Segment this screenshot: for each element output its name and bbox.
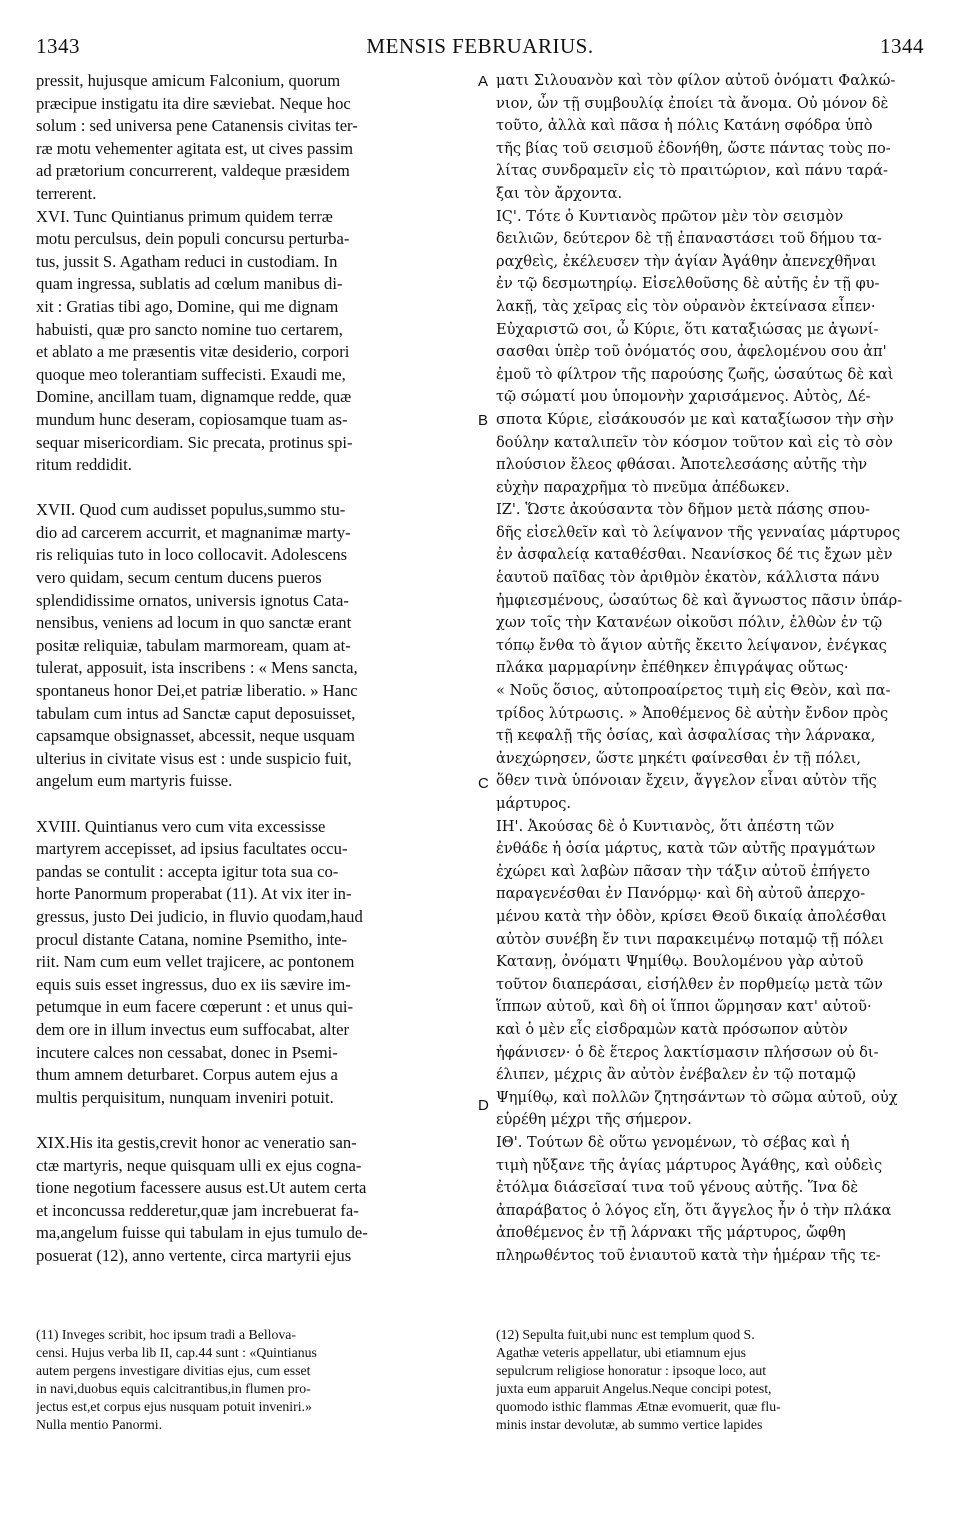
greek-text-line: ἀπαράβατος ὁ λόγος εἴη, ὅτι ἄγγελος ἦν ὁ τὴν πλάκα xyxy=(496,1201,892,1219)
greek-text-line: νιον, ὧν τῇ συμβουλίᾳ ἐποίει τὰ ἄνομα. Οὐ μόνον δὲ xyxy=(496,94,889,112)
greek-text-line: ΙΘ'. Τούτων δὲ οὕτω γενομένων, τὸ σέβας καὶ ἡ xyxy=(496,1133,850,1151)
latin-text-line xyxy=(36,793,474,816)
latin-text-line: terrerent. xyxy=(36,183,97,203)
footnote-line: in navi,duobus equis calcitrantibus,in flumen pro- xyxy=(36,1381,311,1396)
latin-text-line: angelum eum martyris fuisse. xyxy=(36,771,233,791)
latin-text-line: tione negotium facessere ausus est.Ut autem certa xyxy=(36,1178,367,1198)
greek-text-line: ἀνεχώρησεν, ὥστε μηκέτι φαίνεσθαι ἐν τῇ πόλει, xyxy=(496,749,862,767)
greek-text-line: ἠφάνισεν· ὁ δὲ ἕτερος λακτίσμασιν πλήσσων οὐ δι- xyxy=(496,1043,879,1061)
latin-text-line: ulterius in civitate visus est : unde suspicio fuit, xyxy=(36,748,352,768)
greek-text-line: δειλιῶν, δεύτερον δὲ τῇ ἐπαναστάσει τοῦ δήμου τα- xyxy=(496,230,882,248)
latin-text-line: habuisti, quæ pro sancto nomine tuo certarem, xyxy=(36,319,343,339)
latin-column xyxy=(36,70,474,1320)
greek-text-line: τῷ σώματί μου ὑπομονὴν χαρισάμενος. Αὐτὸς, Δέ- xyxy=(496,388,871,406)
greek-text-line: χων τοῖς τὴν Κατανέων οἰκοῦσι πόλιν, ἐλθὼν ἐν τῷ xyxy=(496,614,883,632)
footnote-line: quomodo isthic flammas Ætnæ evomuerit, quæ flu- xyxy=(496,1399,781,1414)
latin-text-line: spontaneus honor Dei,et patriæ liberatio. » Hanc xyxy=(36,681,358,701)
latin-text-line: ritum reddidit. xyxy=(36,455,132,475)
latin-text-line: vero quidam, secum centum ducens pueros xyxy=(36,568,322,588)
latin-text-line: capsamque obsignasset, abcessit, neque usquam xyxy=(36,726,355,746)
greek-text-line: ΙϚ'. Τότε ὁ Κυντιανὸς πρῶτον μὲν τὸν σεισμὸν xyxy=(496,207,844,225)
latin-text-line xyxy=(36,477,474,500)
latin-text-line: ma,angelum fuisse qui tabulam in ejus tumulo de- xyxy=(36,1223,368,1243)
latin-text-line: horte Panormum properabat (11). At vix iter in- xyxy=(36,884,352,904)
footnote-line: Agathæ veteris appellatur, ubi etiamnum ejus xyxy=(496,1345,747,1360)
page-header xyxy=(36,34,924,64)
footnote-line: (12) Sepulta fuit,ubi nunc est templum quod S. xyxy=(496,1327,755,1342)
greek-text-line: Εὐχαριστῶ σοι, ὦ Κύριε, ὅτι καταξιώσας με ἀγωνί- xyxy=(496,320,879,338)
greek-column xyxy=(496,70,928,1320)
footnote-line: juxta eum apparuit Angelus.Neque concipi potest, xyxy=(496,1381,772,1396)
greek-text-line: ματι Σιλουανὸν καὶ τὸν φίλον αὐτοῦ ὀνόματι Φαλκώ- xyxy=(496,72,896,89)
greek-text-line: λακῇ, τὰς χεῖρας εἰς τὸν οὐρανὸν ἐκτείνασα εἶπεν· xyxy=(496,297,876,315)
greek-text-line: ἑαυτοῦ παῖδας τὸν ἀριθμὸν ἑκατὸν, κάλλιστα πάνυ xyxy=(496,569,880,587)
latin-text-line: pressit, hujusque amicum Falconium, quorum xyxy=(36,71,341,90)
greek-text-line: μένου κατὰ τὴν ὁδὸν, κρίσει Θεοῦ δικαίᾳ ἀπολέσθαι xyxy=(496,907,887,925)
latin-text-line: præcipue instigatu ita dire sæviebat. Neque hoc xyxy=(36,93,351,113)
latin-text-line: solum : sed universa pene Catanensis civitas ter- xyxy=(36,116,358,136)
greek-text-line: ἐτόλμα διάσεῖσαί τινα τοῦ γένους αὐτῆς. Ἵνα δὲ xyxy=(496,1179,859,1197)
latin-text-line: ad prætorium concurrerent, valdeque præsidem xyxy=(36,161,350,181)
latin-text-line: quam ingressa, sublatis ad cœlum manibus di- xyxy=(36,274,343,294)
latin-text-line: Domine, ancillam tuam, dignamque redde, quæ xyxy=(36,387,352,407)
greek-text-line: παραγενέσθαι ἐν Πανόρμῳ· καὶ δὴ αὐτοῦ ἀπερχο- xyxy=(496,885,866,903)
latin-text-line: ris reliquias tuto in loco collocavit. Adolescens xyxy=(36,545,348,565)
footnote-left xyxy=(36,1326,474,1526)
greek-text-line: τοῦτο, ἀλλὰ καὶ πᾶσα ἡ πόλις Κατάνη σφόδρα ὑπὸ xyxy=(496,117,873,135)
footnote-line: (11) Inveges scribit, hoc ipsum tradi a Bellova- xyxy=(36,1327,297,1342)
greek-text-line: πλάκα μαρμαρίνην ἐπέθηκεν ἐπιγράψας οὕτως· xyxy=(496,659,849,677)
latin-text-line: nensibus, veniens ad locum in quo sanctæ erant xyxy=(36,613,352,633)
latin-text-line: ctæ martyris, neque quisquam ulli ex ejus cogna- xyxy=(36,1155,362,1175)
greek-text-line: τῆς βίας τοῦ σεισμοῦ ἐδονήθη, ὥστε πάντας τοὺς πο- xyxy=(496,139,891,157)
greek-text-line: ὅθεν τινὰ ὑπόνοιαν ἔχειν, ἄγγελον εἶναι αὐτὸν τῆς xyxy=(496,772,877,790)
margin-letter-d: D xyxy=(478,1097,489,1114)
greek-text-line: αὐτὸν συνέβη ἔν τινι παρακειμένῳ ποταμῷ τῇ πόλει xyxy=(496,930,884,948)
footnote-line: jectus est,et corpus ejus nusquam potuit inveniri.» xyxy=(36,1399,312,1414)
latin-text-line: equis suis esset ingressus, duo ex iis sævire im- xyxy=(36,974,351,994)
latin-text-line: dem ore in illum invectus eum suffocabat, alter xyxy=(36,1019,350,1039)
latin-text-line: et inconcussa redderetur,quæ jam increbuerat fa- xyxy=(36,1200,359,1220)
greek-text-line: μάρτυρος. xyxy=(496,795,572,812)
latin-text-line: dio ad carcerem accurrit, et magnanimæ marty- xyxy=(36,522,351,542)
greek-text-line: ἐν ἀσφαλείᾳ καταθέσθαι. Νεανίσκος δέ τις ἔχων μὲν xyxy=(496,546,893,564)
latin-text-line: incutere calces non cessabat, donec in Psemi- xyxy=(36,1042,338,1062)
latin-text-line: XVIII. Quintianus vero cum vita excessisse xyxy=(36,816,326,836)
running-title: MENSIS FEBRUARIUS. xyxy=(366,34,594,58)
margin-letter-c: C xyxy=(478,775,489,792)
latin-text-line: xit : Gratias tibi ago, Domine, qui me dignam xyxy=(36,296,339,316)
greek-text-line: ἠμφιεσμένους, ὡσαύτως δὲ καὶ ἄγνωστος πᾶσιν ὑπάρ- xyxy=(496,591,903,609)
latin-text-line: ræ motu vehementer agitata est, ut cives passim xyxy=(36,138,354,158)
greek-text-line: ξαι τὸν ἄρχοντα. xyxy=(496,184,623,202)
greek-text-line: ΙΗ'. Ἀκούσας δὲ ὁ Κυντιανὸς, ὅτι ἀπέστη τῶν xyxy=(496,817,835,835)
latin-text-line: tabulam cum intus ad Sanctæ caput deposuisset, xyxy=(36,703,356,723)
greek-text-line: « Νοῦς ὅσιος, αὐτοπροαίρετος τιμὴ εἰς Θεὸν, καὶ πα- xyxy=(496,682,891,700)
latin-text-line: petumque in eum facere cœperunt : et unus qui- xyxy=(36,997,354,1017)
greek-text-line: ἐνθάδε ἡ ὁσία μάρτυς, κατὰ τῶν αὐτῆς πραγμάτων xyxy=(496,840,876,858)
latin-text-line: pandas se contulit : accepta igitur tota sua co- xyxy=(36,861,339,881)
latin-text-line: martyrem accepisset, ad ipsius facultates occu- xyxy=(36,839,348,859)
page-number-left: 1343 xyxy=(36,34,80,58)
latin-text-line: posuerat (12), anno vertente, circa martyrii ejus xyxy=(36,1245,352,1265)
greek-text-line: ΙΖ'. Ὥστε ἀκούσαντα τὸν δῆμον μετὰ πάσης σπου- xyxy=(496,501,870,519)
page-number-right: 1344 xyxy=(880,34,924,58)
greek-text-line: πληρωθέντος τοῦ ἐνιαυτοῦ κατὰ τὴν ἡμέραν τῆς τε- xyxy=(496,1246,881,1264)
greek-text-line: εὐχὴν παραχρῆμα τὸ πνεῦμα ἀπέδωκεν. xyxy=(496,478,790,496)
greek-text-line: τοῦτον διαπεράσαι, εἰσήλθεν ἐν πορθμείῳ μετὰ τῶν xyxy=(496,975,883,993)
latin-text-line: splendidissime ornatos, universis ignotus Cata- xyxy=(36,590,349,610)
latin-text-line: riit. Nam cum eum vellet trajicere, ac pontonem xyxy=(36,952,355,972)
latin-text-line: gressus, justo Dei judicio, in fluvio quodam,haud xyxy=(36,906,363,926)
greek-text-line: έλιπεν, μέχρις ἂν αὐτὸν ἐνέβαλεν ἐν τῷ ποταμῷ xyxy=(496,1066,856,1084)
greek-text-line: Κατανῃ, ὀνόματι Ψημίθῳ. Βουλομένου γὰρ αὐτοῦ xyxy=(496,953,864,971)
latin-text-line: tulerat, apposuit, ista inscribens : « Mens sancta, xyxy=(36,658,358,678)
greek-text-line: σασθαι ὑπὲρ τοῦ ὀνόματός σου, ἀφελομένου σου ἀπ' xyxy=(496,343,887,361)
greek-text-line: ἀποθέμενος ἐν τῇ λάρνακι τῆς μάρτυρος, ὤφθη xyxy=(496,1224,846,1242)
latin-text-line: motu perculsus, dein populi concursu perturba- xyxy=(36,229,350,249)
greek-text-line: ἵππων αὐτοῦ, καὶ δὴ οἱ ἵπποι ὥρμησαν κατ' αὐτοῦ· xyxy=(496,998,872,1016)
greek-text-line: καὶ ὁ μὲν εἷς εἰσδραμὼν κατὰ πρόσωπον αὐτὸν xyxy=(496,1020,848,1038)
greek-text-line: λίτας συνδραμεῖν εἰς τὸ πραιτώριον, καὶ πάνυ ταρά- xyxy=(496,162,888,180)
latin-text-line: multis perquisitum, nunquam inveniri potuit. xyxy=(36,1087,334,1107)
footnote-line: sepulcrum religiose honoratur : ipsoque loco, aut xyxy=(496,1363,767,1378)
greek-text-line: ραχθεὶς, ἐκέλευσεν τὴν ἁγίαν Ἀγάθην ἀπενεχθῆναι xyxy=(496,252,877,270)
margin-letter-a: A xyxy=(478,73,489,90)
latin-text-line: mundum hunc deseram, copiosamque tuam as- xyxy=(36,409,348,429)
greek-text-line: τρίδος λύτρωσις. » Ἀποθέμενος δὲ αὐτὴν ἔνδον πρὸς xyxy=(496,704,889,722)
greek-text-line: Ψημίθῳ, καὶ πολλῶν ζητησάντων τὸ σῶμα αὐτοῦ, οὐχ xyxy=(496,1088,898,1106)
latin-text-line: XIX.His ita gestis,crevit honor ac veneratio san- xyxy=(36,1132,357,1152)
latin-text-line: quoque meo tolerantiam suffecisti. Exaudi me, xyxy=(36,364,346,384)
greek-text-line: ἐμοῦ τὸ φίλτρον τῆς παρούσης ζωῆς, ὡσαύτως δὲ καὶ xyxy=(496,365,894,383)
greek-text-line: ἐχώρει καὶ λαβὼν πᾶσαν τὴν τάξιν αὐτοῦ ἐπήγετο xyxy=(496,862,871,880)
greek-text-line: ἐν τῷ δεσμωτηρίῳ. Εἰσελθοῦσης δὲ αὐτῆς ἐν τῇ φυ- xyxy=(496,275,880,293)
latin-text-line: positæ reliquiæ, tabulam marmoream, quam at- xyxy=(36,635,351,655)
latin-text-line: thum amnem deturbaret. Corpus autem ejus a xyxy=(36,1065,338,1085)
greek-text-line: δούλην καταλιπεῖν τὸν κόσμον τοῦτον καὶ εἰς τὸ σὸν xyxy=(496,433,893,451)
latin-text-line: sequar misericordiam. Sic precata, protinus spi- xyxy=(36,432,353,452)
footnote-line: minis instar devolutæ, ab summo vertice lapides xyxy=(496,1417,763,1432)
latin-text-line: XVI. Tunc Quintianus primum quidem terræ xyxy=(36,206,333,226)
latin-text-line: tus, jussit S. Agatham reduci in custodiam. In xyxy=(36,251,338,271)
greek-text-line: τόπῳ ἔνθα τὸ ἅγιον αὐτῆς ἔκειτο λείψανον, ἐνέγκας xyxy=(496,636,887,654)
latin-text-line xyxy=(36,1109,474,1132)
latin-text-line: et ablato a me præsentis vitæ desiderio, corpori xyxy=(36,342,350,362)
latin-text-line: XVII. Quod cum audisset populus,summo stu- xyxy=(36,500,346,520)
footnote-right xyxy=(496,1326,928,1526)
footnote-line: Nulla mentio Panormi. xyxy=(36,1417,163,1432)
greek-text-line: σποτα Κύριε, εἰσάκουσόν με καὶ καταξίωσον τὴν σὴν xyxy=(496,410,894,428)
greek-text-line: εὑρέθη μέχρι τῆς σήμερον. xyxy=(496,1111,692,1129)
margin-letter-b: B xyxy=(478,412,489,429)
greek-text-line: τιμὴ ηὔξανε τῆς ἁγίας μάρτυρος Ἀγάθης, καὶ οὐδεὶς xyxy=(496,1156,883,1174)
footnote-line: autem pergens investigare divitias ejus, cum esset xyxy=(36,1363,311,1378)
footnote-line: censi. Hujus verba lib II, cap.44 sunt : «Quintianus xyxy=(36,1345,317,1360)
greek-text-line: τῇ κεφαλῇ τῆς ὁσίας, καὶ ἀσφαλίσας τὴν λάρνακα, xyxy=(496,727,876,745)
greek-text-line: πλούσιον ἔλεος φθάσαι. Ἀποτελεσάσης αὐτῆς τὴν xyxy=(496,456,868,474)
latin-text-line: procul distante Catana, nomine Psemitho, inte- xyxy=(36,929,348,949)
greek-text-line: δῆς εἰσελθεῖν καὶ τὸ λείψανον τῆς γενναίας μάρτυρος xyxy=(496,523,901,541)
